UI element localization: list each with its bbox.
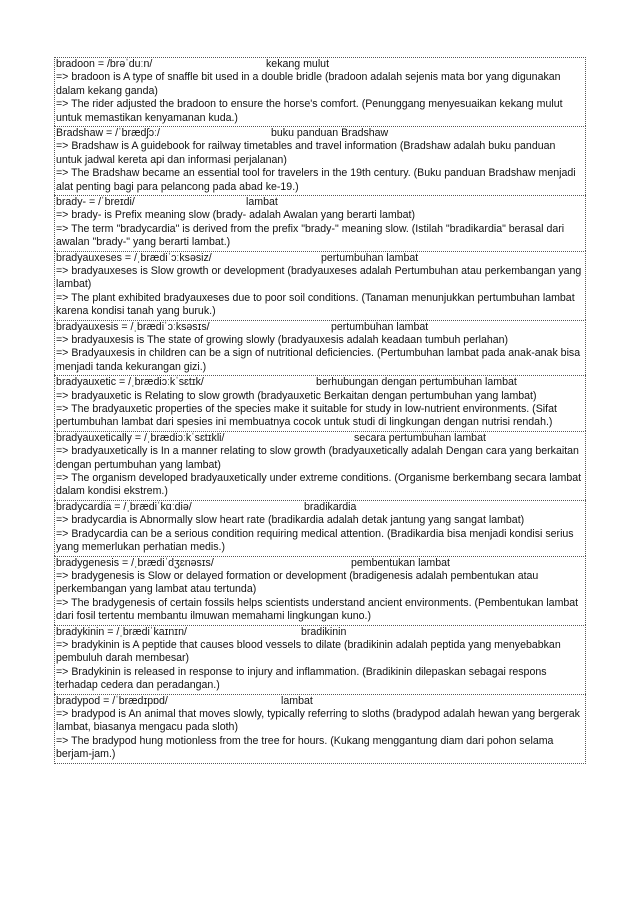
entry-definition: => bradyauxetically is In a manner relating to slow growth (bradyauxetically adalah Dengan cara yang berkaitan dengan pertumbuhan yang lambat) bbox=[56, 445, 579, 471]
entry-head bbox=[56, 196, 584, 209]
entry-head bbox=[56, 432, 584, 445]
entry-definition: => bradyauxetic is Relating to slow growth (bradyauxetic Berkaitan dengan pertumbuhan yang lambat) bbox=[56, 389, 537, 402]
entry-definition: => bradygenesis is Slow or delayed formation or development (bradigenesis adalah pembentukan atau perkembangan yang lambat atau tertunda) bbox=[56, 569, 539, 596]
entry-bradshaw bbox=[54, 126, 586, 195]
entry-term: brady- = /ˈbreɪdi/ bbox=[56, 196, 135, 209]
entry-translation: pertumbuhan lambat bbox=[321, 251, 419, 264]
entry-definition: => bradykinin is A peptide that causes blood vessels to dilate (bradikinin adalah peptida yang menyebabkan pembuluh darah membesar) bbox=[56, 638, 561, 665]
entry-example: => The bradypod hung motionless from the tree for hours. (Kukang menggantung diam dari pohon selama berjam-jam.) bbox=[56, 734, 554, 761]
entry-definition: => bradyauxesis is The state of growing slowly (bradyauxesis adalah keadaan tumbuh perlahan) bbox=[56, 334, 509, 347]
entry-bradoon bbox=[54, 57, 586, 126]
entry-example: => Bradyauxesis in children can be a sign of nutritional deficiencies. (Pertumbuhan lambat pada anak-anak bisa menjadi tanda kekurangan gizi.) bbox=[56, 347, 581, 373]
entry-example: => The bradyauxetic properties of the species make it suitable for study in low-nutrient environments. (Sifat pertumbuhan lambat dari spesies ini membuatnya cocok untuk studi di lingkungan dengan nutrisi rendah.) bbox=[56, 403, 557, 429]
entry-example: => Bradycardia can be a serious condition requiring medical attention. (Bradikardia bisa menjadi kondisi serius yang memerlukan perhatian medis.) bbox=[56, 527, 574, 554]
entry-translation: berhubungan dengan pertumbuhan lambat bbox=[316, 376, 517, 389]
entry-term: bradykinin = /ˌbrædiˈkaɪnɪn/ bbox=[56, 625, 187, 638]
entry-term: bradyauxesis = /ˌbrædiˈɔːksəsɪs/ bbox=[56, 320, 210, 333]
entry-head bbox=[56, 252, 584, 265]
entry-head bbox=[56, 626, 584, 639]
dictionary-page bbox=[54, 57, 586, 764]
entry-translation: bradikardia bbox=[304, 500, 357, 513]
entry-bradykinin bbox=[54, 625, 586, 694]
entry-brady bbox=[54, 195, 586, 251]
entry-head bbox=[56, 695, 584, 708]
entry-definition: => bradyauxeses is Slow growth or development (bradyauxeses adalah Pertumbuhan atau perkembangan yang lambat) bbox=[56, 265, 582, 291]
entry-translation: kekang mulut bbox=[266, 58, 330, 70]
entry-translation: lambat bbox=[281, 694, 313, 707]
entry-bradycardia bbox=[54, 500, 586, 556]
entry-definition: => bradypod is An animal that moves slowly, typically referring to sloths (bradypod adalah hewan yang bergerak lambat, biasanya mengacu pada sloth) bbox=[56, 707, 580, 734]
entry-example: => The plant exhibited bradyauxeses due to poor soil conditions. (Tanaman menunjukkan pertumbuhan lambat karena kondisi tanah yang buruk.) bbox=[56, 291, 575, 318]
entry-head bbox=[56, 321, 584, 334]
entry-term: bradyauxetic = /ˌbrædiɔːkˈsɛtɪk/ bbox=[56, 376, 204, 389]
entry-bradyauxeses bbox=[54, 251, 586, 320]
entry-term: bradycardia = /ˌbrædiˈkɑːdiə/ bbox=[56, 500, 192, 513]
entry-example: => The term "bradycardia" is derived from the prefix "brady-" meaning slow. (Istilah "bradikardia" berasal dari awalan "brady-" yang berarti lambat.) bbox=[56, 222, 565, 249]
entry-definition: => bradycardia is Abnormally slow heart rate (bradikardia adalah detak jantung yang sangat lambat) bbox=[56, 514, 525, 527]
entry-definition: => bradoon is A type of snaffle bit used in a double bridle (bradoon adalah sejenis mata bor yang digunakan dalam kekang ganda) bbox=[56, 71, 561, 97]
entry-head bbox=[56, 501, 584, 514]
entry-term: bradygenesis = /ˌbrædiˈdʒɛnəsɪs/ bbox=[56, 556, 214, 569]
entry-definition: => brady- is Prefix meaning slow (brady- adalah Awalan yang berarti lambat) bbox=[56, 209, 415, 222]
entry-bradypod bbox=[54, 694, 586, 764]
entry-term: bradypod = /ˈbrædɪpɒd/ bbox=[56, 694, 168, 707]
entry-bradyauxesis bbox=[54, 320, 586, 376]
entry-translation: lambat bbox=[246, 196, 278, 209]
entry-example: => The Bradshaw became an essential tool for travelers in the 19th century. (Buku panduan Bradshaw menjadi alat penting bagi para pelancong pada abad ke-19.) bbox=[56, 167, 576, 193]
entry-translation: pembentukan lambat bbox=[351, 556, 450, 569]
entry-bradyauxetically bbox=[54, 431, 586, 500]
entry-bradygenesis bbox=[54, 556, 586, 625]
entry-head bbox=[56, 376, 584, 389]
entry-head bbox=[56, 127, 584, 140]
entry-definition: => Bradshaw is A guidebook for railway timetables and travel information (Bradshaw adalah buku panduan untuk jadwal kereta api dan informasi perjalanan) bbox=[56, 140, 556, 166]
entry-term: Bradshaw = /ˈbrædʃɔː/ bbox=[56, 127, 160, 140]
entry-head bbox=[56, 557, 584, 570]
entry-bradyauxetic bbox=[54, 375, 586, 431]
entry-term: bradoon = /brəˈduːn/ bbox=[56, 58, 153, 70]
entry-term: bradyauxetically = /ˌbrædiɔːkˈsɛtɪkli/ bbox=[56, 431, 225, 444]
entry-example: => Bradykinin is released in response to injury and inflammation. (Bradikinin dilepaskan sebagai respons terhadap cedera dan peradangan.) bbox=[56, 665, 547, 692]
entry-example: => The organism developed bradyauxetically under extreme conditions. (Organisme berkembang secara lambat dalam kondisi ekstrem.) bbox=[56, 472, 582, 498]
entry-translation: pertumbuhan lambat bbox=[331, 320, 429, 333]
entry-example: => The bradygenesis of certain fossils helps scientists understand ancient environments. (Pembentukan lambat dari fosil tertentu membantu ilmuwan memahami lingkungan kuno.) bbox=[56, 596, 579, 623]
entry-head bbox=[56, 58, 584, 71]
entry-example: => The rider adjusted the bradoon to ensure the horse's comfort. (Penunggang menyesuaikan kekang mulut untuk memastikan kenyamanan kuda.) bbox=[56, 98, 563, 124]
entry-translation: bradikinin bbox=[301, 625, 347, 638]
entry-translation: secara pertumbuhan lambat bbox=[354, 431, 486, 444]
entry-translation: buku panduan Bradshaw bbox=[271, 127, 389, 140]
entry-term: bradyauxeses = /ˌbrædiˈɔːksəsiz/ bbox=[56, 251, 212, 264]
